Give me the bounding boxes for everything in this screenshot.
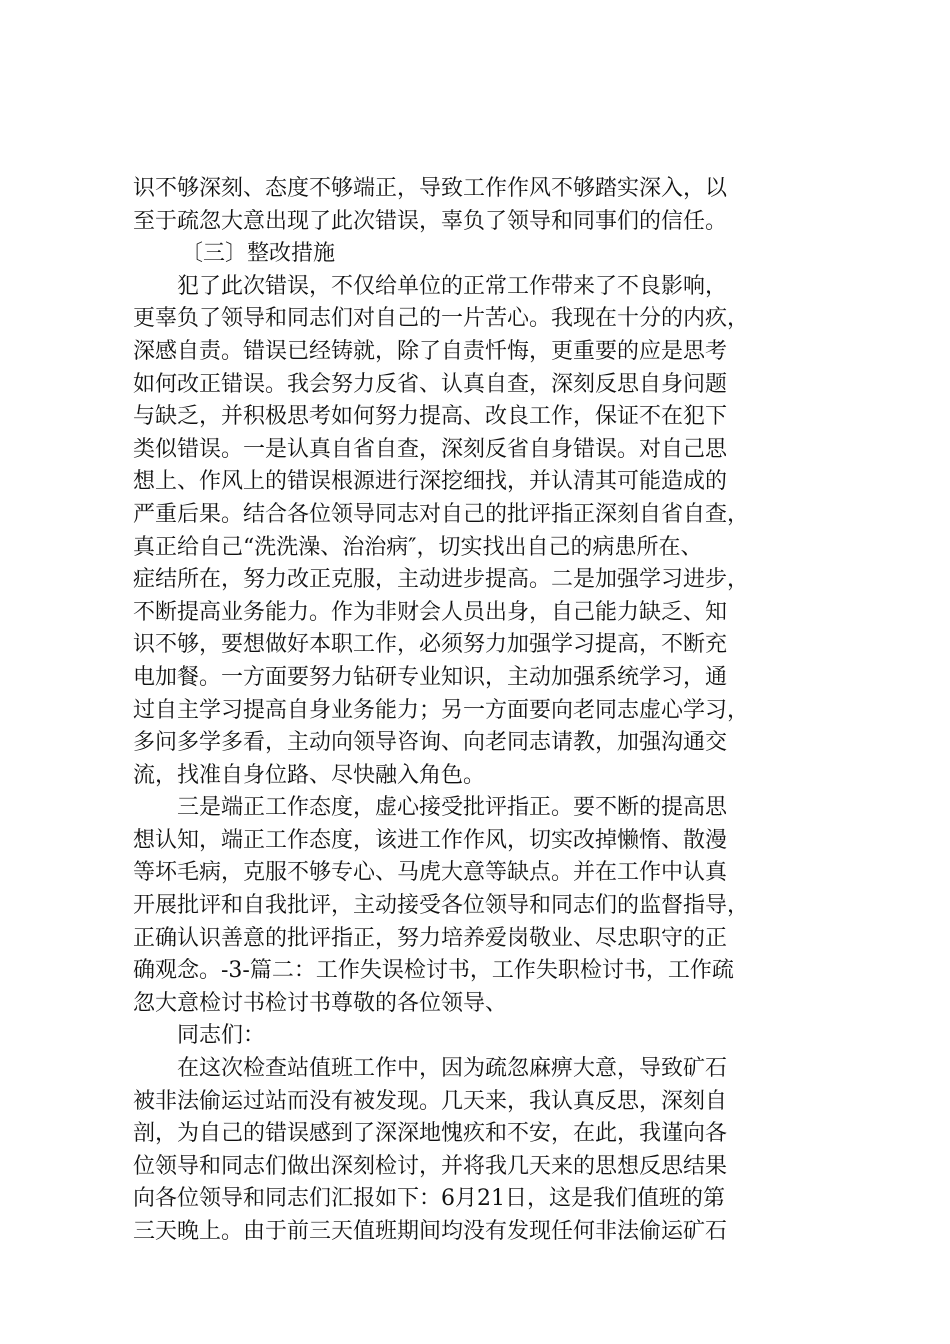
text-line: 等坏毛病，克服不够专心、马虎大意等缺点。并在工作中认真 xyxy=(133,860,728,886)
text-line: 类似错误。一是认真自省自查，深刻反省自身错误。对自己思 xyxy=(133,436,728,462)
text-line: 至于疏忽大意出现了此次错误，辜负了领导和同事们的信任。 xyxy=(133,208,728,234)
text-line: 如何改正错误。我会努力反省、认真自查，深刻反思自身问题 xyxy=(133,371,728,397)
text-line: 在这次检查站值班工作中，因为疏忽麻痹大意，导致矿石 xyxy=(177,1056,728,1082)
text-line: 被非法偷运过站而没有被发现。几天来，我认真反思，深刻自 xyxy=(133,1088,728,1114)
text-line: 识不够深刻、态度不够端正，导致工作作风不够踏实深入，以 xyxy=(133,176,728,201)
text-line: 位领导和同志们做出深刻检讨，并将我几天来的思想反思结果 xyxy=(133,1153,728,1179)
text-line: 电加餐。一方面要努力钻研专业知识，主动加强系统学习，通 xyxy=(133,664,728,690)
text-line: 不断提高业务能力。作为非财会人员出身，自己能力缺乏、知 xyxy=(133,599,728,625)
text-line: 多问多学多看，主动向领导咨询、向老同志请教，加强沟通交 xyxy=(133,730,728,756)
text-line: 三天晚上。由于前三天值班期间均没有发现任何非法偷运矿石 xyxy=(133,1219,728,1244)
text-line: 忽大意检讨书检讨书尊敬的各位领导、 xyxy=(133,990,508,1016)
document-body xyxy=(133,173,833,1249)
text-line: 深感自责。错误已经铸就，除了自责忏悔，更重要的应是思考 xyxy=(133,338,728,364)
text-line: 症结所在，努力改正克服，主动进步提高。二是加强学习进步， xyxy=(133,567,750,593)
text-line: 过自主学习提高自身业务能力；另一方面要向老同志虚心学习， xyxy=(133,697,750,723)
text-line: 犯了此次错误，不仅给单位的正常工作带来了不良影响， xyxy=(177,273,728,299)
text-line: 正确认识善意的批评指正，努力培养爱岗敬业、尽忠职守的正 xyxy=(133,925,728,951)
text-line: 与缺乏，并积极思考如何努力提高、改良工作，保证不在犯下 xyxy=(133,404,728,430)
text-line: 三是端正工作态度，虚心接受批评指正。要不断的提高思 xyxy=(177,795,728,821)
salutation-line: 同志们： xyxy=(177,1023,266,1049)
text-line: 确观念。-3-篇二：工作失误检讨书，工作失职检讨书，工作疏 xyxy=(133,958,734,984)
text-line: 想认知，端正工作态度，该进工作作风，切实改掉懒惰、散漫 xyxy=(133,827,728,853)
text-line: 严重后果。结合各位领导同志对自己的批评指正深刻自省自查， xyxy=(133,501,750,527)
text-line: 更辜负了领导和同志们对自己的一片苦心。我现在十分的内疚， xyxy=(133,306,750,332)
section-heading: 〔三〕整改措施 xyxy=(181,241,336,267)
text-line: 想上、作风上的错误根源进行深挖细找，并认清其可能造成的 xyxy=(133,469,728,495)
text-line: 真正给自己“洗洗澡、治治病″，切实找出自己的病患所在、 xyxy=(133,534,703,560)
text-line: 识不够，要想做好本职工作，必须努力加强学习提高，不断充 xyxy=(133,632,728,658)
text-line: 剖，为自己的错误感到了深深地愧疚和不安，在此，我谨向各 xyxy=(133,1121,728,1147)
text-line: 向各位领导和同志们汇报如下：6月21日，这是我们值班的第 xyxy=(133,1186,725,1212)
text-line: 流，找准自身位路、尽快融入角色。 xyxy=(133,762,486,788)
text-line: 开展批评和自我批评，主动接受各位领导和同志们的监督指导， xyxy=(133,893,750,919)
